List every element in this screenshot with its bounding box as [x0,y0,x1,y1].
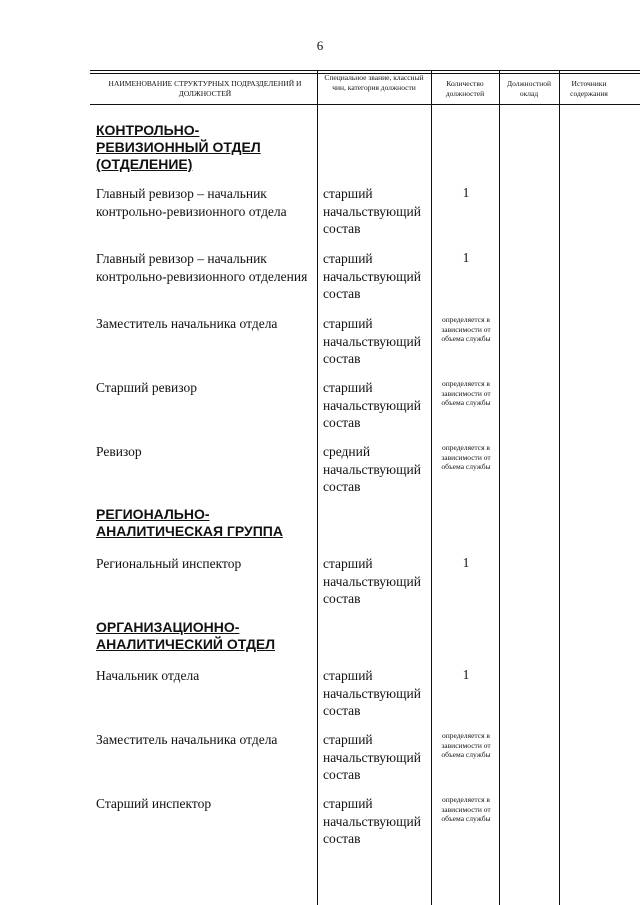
position-quantity: определяется в зависимости от объема службы [441,795,491,823]
position-name: Главный ревизор – начальник контрольно-ревизионного отдела [96,186,287,219]
column-header-quantity: Количество должностей [445,79,485,98]
position-category: старший начальствующий состав [323,732,421,782]
section-title: ОРГАНИЗАЦИОННО-АНАЛИТИЧЕСКИЙ ОТДЕЛ [96,619,276,652]
position-quantity: определяется в зависимости от объема службы [441,379,491,407]
position-name: Ревизор [96,444,142,459]
position-category: старший начальствующий состав [323,316,421,366]
position-category: старший начальствующий состав [323,796,421,846]
position-name: Главный ревизор – начальник контрольно-ревизионного отделения [96,251,308,284]
page-number: 6 [316,38,324,53]
column-divider-1 [317,70,318,905]
position-quantity: определяется в зависимости от объема службы [441,443,491,471]
position-quantity: 1 [462,185,470,200]
column-header-category: Специальное звание, классный чин, категория должности [324,73,424,92]
position-name: Старший инспектор [96,796,212,811]
position-category: старший начальствующий состав [323,556,421,606]
column-divider-2 [431,70,432,905]
position-name: Начальник отдела [96,668,200,683]
position-quantity: 1 [462,555,470,570]
position-category: старший начальствующий состав [323,380,421,430]
header-bottom-rule [90,104,640,105]
position-name: Региональный инспектор [96,556,242,571]
position-name: Старший ревизор [96,380,197,395]
position-quantity: 1 [462,250,470,265]
position-category: средний начальствующий состав [323,444,421,494]
position-category: старший начальствующий состав [323,668,421,718]
position-quantity: определяется в зависимости от объема службы [441,731,491,759]
column-header-salary: Должностной оклад [506,79,552,98]
position-category: старший начальствующий состав [323,251,421,301]
column-divider-3 [499,70,500,905]
column-header-name: НАИМЕНОВАНИЕ СТРУКТУРНЫХ ПОДРАЗДЕЛЕНИЙ И ДОЛЖНОСТЕЙ [108,79,302,98]
position-name: Заместитель начальника отдела [96,732,278,747]
table-top-rule [90,70,640,71]
position-category: старший начальствующий состав [323,186,421,236]
position-quantity: определяется в зависимости от объема службы [441,315,491,343]
position-name: Заместитель начальника отдела [96,316,278,331]
position-quantity: 1 [462,667,470,682]
section-title: КОНТРОЛЬНО-РЕВИЗИОННЫЙ ОТДЕЛ (ОТДЕЛЕНИЕ) [96,122,261,172]
column-divider-4 [559,70,560,905]
column-header-funding: Источники содержания [570,79,608,98]
section-title: РЕГИОНАЛЬНО-АНАЛИТИЧЕСКАЯ ГРУППА [96,506,283,539]
